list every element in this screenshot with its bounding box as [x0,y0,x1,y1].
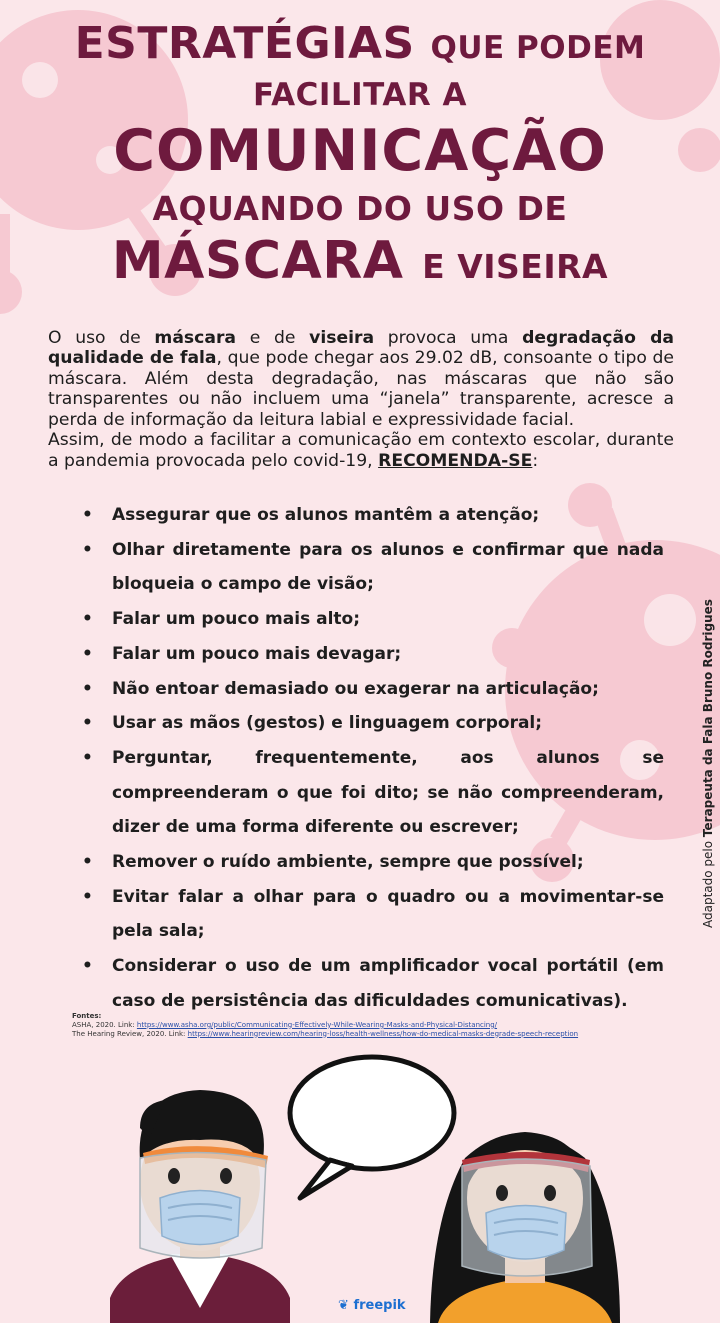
list-item: • Falar um pouco mais alto; [82,602,664,637]
recommendations-list [82,498,664,1019]
intro-text-segment: Assim, de modo a facilitar a comunicação em contexto escolar, durante a pandemia provocada pelo covid-19, [48,430,674,471]
intro-text-segment: e de [236,328,310,348]
intro-keyword-viseira: viseira [309,328,375,348]
list-item: • Remover o ruído ambiente, sempre que possível; [82,845,664,880]
intro-keyword-degradacao: degradação da qualidade de fala [48,328,674,369]
illustration-people-with-masks [0,1048,720,1323]
author-credit [701,599,715,928]
title-line-viseira: E VISEIRA [422,247,609,286]
title-line-que-podem: QUE PODEM [430,30,646,66]
source-item [72,1021,672,1030]
list-item: • Falar um pouco mais devagar; [82,637,664,672]
list-item: • Usar as mãos (gestos) e linguagem corporal; [82,706,664,741]
list-item: • Perguntar, frequentemente, aos alunos se compreenderam o que foi dito; se não compreenderam, dizer de uma forma diferente ou escrever; [82,741,664,845]
title-line-comunicacao: COMUNICAÇÃO [113,118,607,184]
source-link-hearing-review[interactable]: https://www.hearingreview.com/hearing-loss/health-wellness/how-do-medical-masks-degrade-speech-reception [187,1029,579,1038]
list-item: • Considerar o uso de um amplificador vocal portátil (em caso de persistência das dificuldades comunicativas). [82,949,664,1018]
sources [72,1012,672,1038]
girl-with-face-shield-icon [430,1132,620,1323]
list-item: • Assegurar que os alunos mantêm a atenção; [82,498,664,533]
sources-label: Fontes: [72,1012,102,1020]
intro-text-segment: : [532,450,539,471]
source-text: The Hearing Review, 2020. Link: [72,1029,188,1038]
intro-keyword-mascara: máscara [154,328,237,348]
list-item: • Não entoar demasiado ou exagerar na articulação; [82,672,664,707]
freepik-label: freepik [353,1298,406,1313]
source-item [72,1030,672,1039]
recomenda-se-heading: RECOMENDA-SE [378,450,533,471]
speech-bubble-icon [290,1057,454,1198]
intro-text-segment: O uso de [48,328,155,348]
boy-with-face-shield-icon [110,1090,290,1323]
freepik-brand [338,1298,406,1313]
intro-text-segment: provoca uma [374,328,523,348]
title-line-facilitar: FACILITAR A [252,77,468,113]
list-item: • Olhar diretamente para os alunos e confirmar que nada bloqueia o campo de visão; [82,533,664,602]
title-line-aquando: AQUANDO DO USO DE [152,189,568,228]
list-item: • Evitar falar a olhar para o quadro ou a movimentar-se pela sala; [82,880,664,949]
source-text: ASHA, 2020. Link: [72,1020,137,1029]
intro-paragraph-2 [48,430,674,471]
title-line-estrategias: ESTRATÉGIAS [74,18,415,69]
credit-author: Terapeuta da Fala Bruno Rodrigues [701,599,715,838]
intro-text [48,328,674,471]
intro-text-segment: , que pode chegar aos 29.02 dB, consoante o tipo de máscara. Além desta degradação, nas máscaras que não são transparentes ou não incluem uma “janela” transparente, acresce a perda de informação da leitura labial e expressividade facial. [48,348,674,430]
freepik-logo-icon: ❦ [338,1298,349,1313]
source-link-asha[interactable]: https://www.asha.org/public/Communicating-Effectively-While-Wearing-Masks-and-Physical-Distancing/ [136,1020,498,1029]
page-title [0,18,720,291]
title-line-mascara: MÁSCARA [111,231,404,291]
credit-prefix: Adaptado pelo [701,837,715,928]
intro-paragraph-1 [48,328,674,430]
